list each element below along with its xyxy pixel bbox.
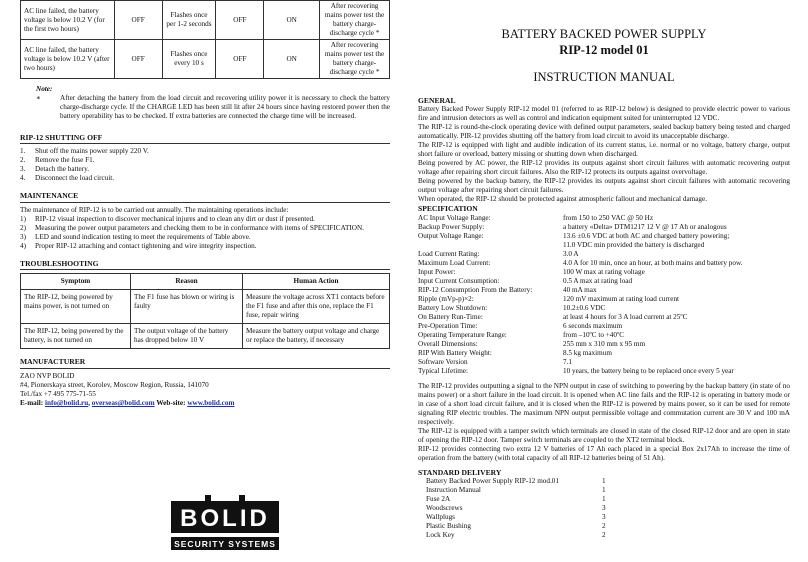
note-title: Note: [36,85,53,93]
list-item: 3) LED and sound indication testing to meet the requirements of Table above. [20,232,251,241]
table-cell: Measure the battery output voltage and charge or replace the battery, if necessary [243,324,390,349]
paragraph: Being powered by the backup battery, the RIP-12 provides its outputs against short circuit failures with automatic recovering output voltage after repairing short circuit failures. [418,177,790,195]
spec-row: AC Input Voltage Range: from 150 to 250 VAC @ 50 Hz [418,213,654,222]
indication-table [20,0,390,79]
troubleshooting-table [20,273,390,349]
divider [20,143,390,144]
spec-row: Overall Dimensions: 255 mm x 310 mm x 95 mm [418,339,646,348]
spec-row: Pre-Operation Time: 6 seconds maximum [418,321,623,330]
divider [20,269,390,270]
table-row [21,324,390,349]
table-cell: OFF [114,40,162,79]
table-cell: Flashes once per 1-2 seconds [162,1,216,40]
email-link[interactable]: info@bolid.ru [44,398,89,407]
model-title: RIP-12 model 01 [559,42,649,57]
specification-section [418,204,790,375]
list-item: 1. Shut off the mains power supply 220 V. [20,147,149,156]
table-cell: The RIP-12, being powered by mains power, is not turned on [21,290,131,324]
spec-row: RIP-12 Consumption From the Battery: 40 mA max [418,285,597,294]
spec-row: RIP With Battery Weight: 8.5 kg maximum [418,348,612,357]
email-link-overseas[interactable]: overseas@bolid.com [91,398,155,407]
list-item: 3. Detach the battery. [20,165,90,174]
list-item: 2) Measuring the power output parameters and checking them to be in conformance with items of SPECIFICATION. [20,223,364,232]
note-block [20,85,390,121]
paragraph: The RIP-12 is round-the-clock operating device with defined output parameters, sealed backup battery being tested and charged automatically. PIR-12 provides shutting off the battery from load circuit to avoid its unacceptable discharge. [418,123,790,141]
section-title: GENERAL [418,95,456,105]
section-title: SPECIFICATION [418,204,478,214]
manual-title: INSTRUCTION MANUAL [533,70,675,85]
delivery-section [418,468,790,540]
maintenance-section [20,191,390,250]
divider [20,368,390,369]
table-cell: The F1 fuse has blown or wiring is faulty [131,290,243,324]
manufacturer-name: ZAO NVP BOLID [20,371,75,380]
table-cell: ON [264,40,320,79]
left-column [20,0,390,408]
section-title: TROUBLESHOOTING [20,258,99,268]
paragraph: The RIP-12 provides outputting a signal to the NPN output in case of switching to powering by the backup battery (in state of no mains power) or a short failure in the load circuit. It is opened when AC line fails and the RIP-12 is operating in battery mode or in case of a short load circuit failure, and it is closed when the RIP-12 is powered by mains power, so it can be used for remote signaling RIP electric troubles. The maximum NPN output permissible voltage and commutation current are 30 V and 100 mA respectively. [418,381,790,426]
table-cell: Measure the voltage across XT1 contacts before the F1 fuse and after this one, replace the F1 fuse, repair wiring [243,290,390,324]
logo-brand: BOLID [180,505,270,532]
paragraph: The RIP-12 is equipped with light and audible indication of its current status, i.e. normal or no voltage, battery charge, output short failure or overload, battery missing or shutting down when discharged. [418,141,790,159]
spec-row: 11.0 VDC min provided the battery is discharged [563,240,705,249]
table-row [21,1,390,40]
table-cell: AC line failed, the battery voltage is below 10.2 V (for the first two hours) [21,1,115,40]
list-item: 4. Disconnect the load circuit. [20,174,115,183]
general-section [418,96,790,204]
column-header: Reason [131,274,243,290]
paragraph: Being powered by AC power, the RIP-12 provides its outputs against short circuit failures with automatic recovering output voltage after repairing short circuit failures. Also the RIP-12 protects its outputs against overvoltage. [418,159,790,177]
table-cell: ON [264,1,320,40]
list-item: 1) RIP-12 visual inspection to discover mechanical injures and to clean any dirt or dust if presented. [20,214,315,223]
spec-row: Battery Low Shutdown: 10.2±0.6 VDC [418,303,606,312]
table-row [21,40,390,79]
spec-row: Backup Power Supply: a battery «Delta» DTM1217 12 V @ 17 Ah or analogous [418,222,727,231]
column-header: Human Action [243,274,390,290]
note-text: After detaching the battery from the load circuit and recovering utility power it is necessary to check the battery charge-discharge cycle. If the CHARGE LED has been still lit after 24 hours since having restored power then the battery operability has to be checked. If extra batteries are connected the charge time will be increased. [60,94,390,120]
spec-row: Typical Lifetime: 10 years, the battery being to be replaced once every 5 year [418,366,734,375]
table-cell: After recovering mains power test the battery charge-discharge cycle * [320,1,390,40]
list-item: Fuse 2A 1 [426,495,606,504]
list-item: Plastic Bushing 2 [426,522,606,531]
shutoff-section [20,133,390,183]
maintenance-intro: The maintenance of RIP-12 is to be carried out annually. The maintaining operations include: [20,205,289,214]
divider [20,202,390,203]
list-item: Wallplugs 3 [426,513,606,522]
spec-row: Input Current Consumption: 0.5 A max at rating load [418,276,633,285]
website-link[interactable]: www.bolid.com [187,398,235,407]
table-cell: AC line failed, the battery voltage is below 10.2 V (after two hours) [21,40,115,79]
list-item: Woodscrews 3 [426,504,606,513]
paragraph: The RIP-12 is equipped with a tamper switch which terminals are closed in state of the closed RIP-12 door and are open in state of opening the RIP-12 door. Tamper switch terminals are coupled to the XT2 terminal block. [418,426,790,444]
bullet-icon: ∗ [36,94,41,102]
spec-row: Operating Temperature Range: from –10ºC to +40ºC [418,330,625,339]
spec-row: Maximum Load Current: 4.0 A for 10 min, once an hour, at both mains and battery pow. [418,258,743,267]
manufacturer-address: #4, Pionerskaya street, Korolev, Moscow Region, Russia, 141070 [20,380,209,389]
spec-row: Input Power: 100 W max at rating voltage [418,267,645,276]
right-column [418,0,790,540]
list-item: 4) Proper RIP-12 attaching and contact tightening and wire integrity inspection. [20,241,257,250]
manufacturer-section [20,357,390,407]
section-title: RIP-12 SHUTTING OFF [20,133,103,142]
table-cell: The output voltage of the battery has dropped below 10 V [131,324,243,349]
list-item: Instruction Manual 1 [426,486,606,495]
spec-row: Output Voltage Range: 13.6 ±0.6 VDC at both AC and charged battery powering; [418,231,730,240]
section-title: MAINTENANCE [20,191,79,201]
table-cell: OFF [216,1,264,40]
table-cell: The RIP-12, being powered by the battery, is not turned on [21,324,131,349]
section-title: MANUFACTURER [20,357,86,367]
logo-tagline: SECURITY SYSTEMS [174,539,276,549]
manufacturer-phone: Tel./fax +7 495 775-71-55 [20,389,96,398]
list-item: 2. Remove the fuse F1. [20,156,95,165]
bolid-logo [165,495,285,553]
table-row [21,290,390,324]
table-header-row [21,274,390,290]
paragraph: Battery Backed Power Supply RIP-12 model 01 (referred to as RIP-12 below) is designed to provide electric power to various fire and intrusion detectors as well as control and indication equipment suited for uninterrupted 12 VDC. [418,105,790,123]
column-header: Symptom [21,274,131,290]
table-cell: OFF [114,1,162,40]
table-cell: After recovering mains power test the battery charge-discharge cycle * [320,40,390,79]
spec-row: On Battery Run-Time: at least 4 hours for 3 A load current at 25ºC [418,312,688,321]
list-item: Lock Key 2 [426,531,606,540]
table-cell: OFF [216,40,264,79]
document-title: BATTERY BACKED POWER SUPPLY [501,27,707,41]
section-title: STANDARD DELIVERY [418,467,502,477]
spec-row: Load Current Rating: 3.0 A [418,249,579,258]
spec-row: Ripple (mVp-p)×2: 120 mV maximum at rating load current [418,294,680,303]
paragraph: RIP-12 provides connecting two extra 12 V batteries of 17 Ah each placed in a special Box 2x17Ah to increase the time of operation from the battery (with total capacity of all RIP-12 batteries being of 51 Ah). [418,444,790,462]
list-item: Battery Backed Power Supply RIP-12 mod.01 1 [426,477,606,486]
manufacturer-contacts: E-mail: info@bolid.ru, overseas@bolid.com Web-site: www.bolid.com [20,398,235,407]
spec-row: Software Version 7.1 [418,357,572,366]
troubleshooting-section [20,259,390,349]
details-section [418,382,790,463]
paragraph: When operated, the RIP-12 should be protected against atmospheric fallout and mechanical damage. [418,195,707,204]
table-cell: Flashes once every 10 s [162,40,216,79]
